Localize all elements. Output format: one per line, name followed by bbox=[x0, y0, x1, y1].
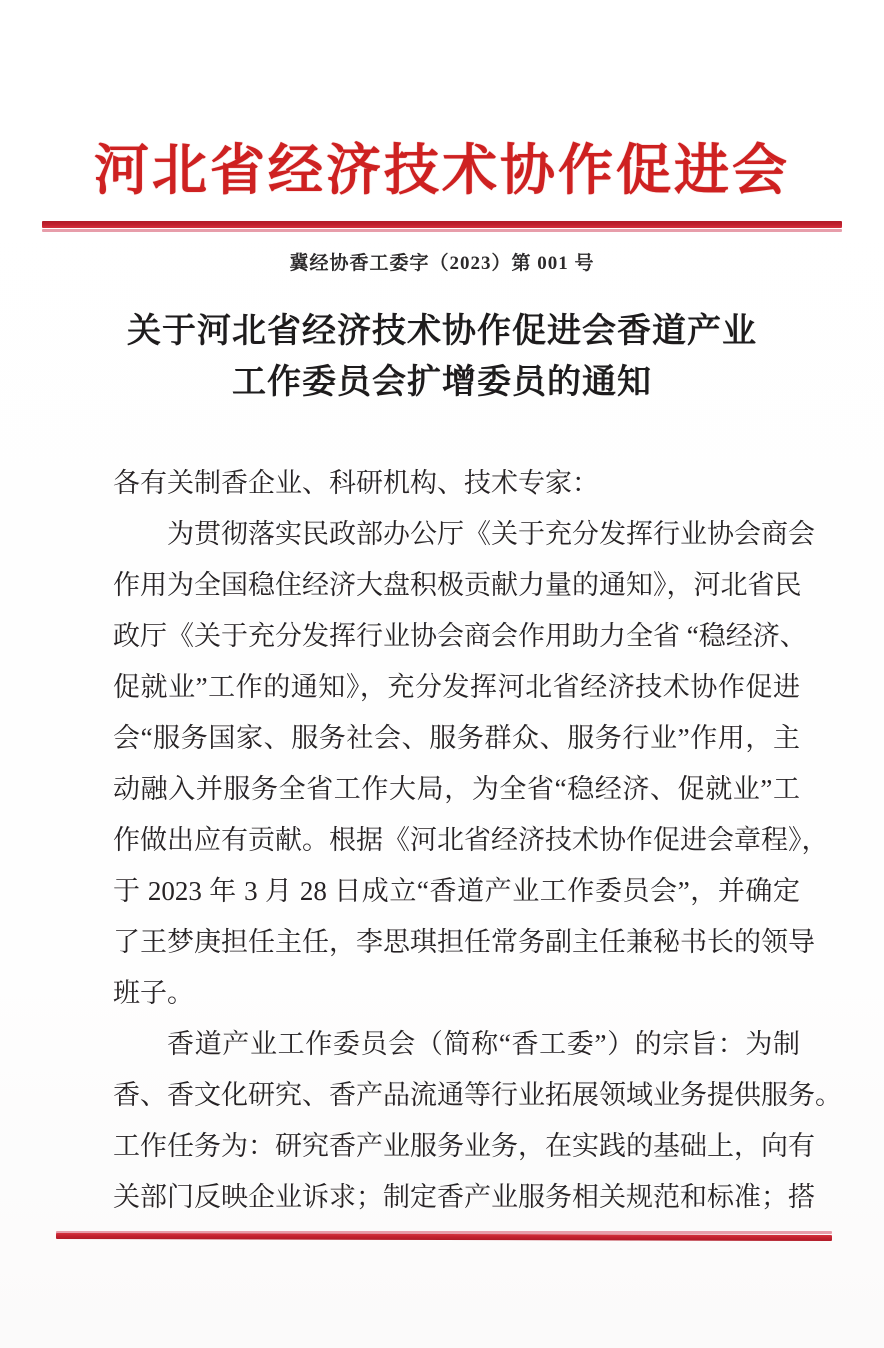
body-line: 政厅《关于充分发挥行业协会商会作用助力全省 “稳经济、 bbox=[113, 621, 807, 651]
red-divider-bottom bbox=[56, 1231, 832, 1241]
body-line: 香、香文化研究、香产品流通等行业拓展领域业务提供服务。 bbox=[113, 1080, 842, 1110]
body-line: 作用为全国稳住经济大盘积极贡献力量的通知》，河北省民 bbox=[113, 570, 802, 600]
body-line: 促就业”工作的通知》，充分发挥河北省经济技术协作促进 bbox=[113, 672, 800, 702]
body-line: 为贯彻落实民政部办公厅《关于充分发挥行业协会商会 bbox=[167, 519, 815, 549]
notice-title bbox=[0, 306, 884, 408]
notice-title-line-2: 工作委员会扩增委员的通知 bbox=[232, 363, 652, 401]
red-divider-top bbox=[42, 221, 842, 233]
red-divider-top-thin-bar bbox=[42, 229, 842, 232]
letterhead-title: 河北省经济技术协作促进会 bbox=[93, 140, 790, 201]
body-line: 关部门反映企业诉求；制定香产业服务相关规范和标准；搭 bbox=[113, 1182, 815, 1212]
body-line: 了王梦庚担任主任，李思琪担任常务副主任兼秘书长的领导 bbox=[113, 927, 815, 957]
body-line: 班子。 bbox=[113, 978, 194, 1008]
document-number: 冀经协香工委字（2023）第 001 号 bbox=[289, 253, 595, 274]
red-divider-bottom-thick-bar bbox=[56, 1233, 832, 1241]
body-line: 工作任务为：研究香产业服务业务，在实践的基础上，向有 bbox=[113, 1131, 815, 1161]
notice-body bbox=[113, 458, 842, 1223]
red-divider-top-thick-bar bbox=[42, 221, 842, 228]
body-line: 会“服务国家、服务社会、服务群众、服务行业”作用，主 bbox=[113, 723, 800, 753]
body-line: 动融入并服务全省工作大局，为全省“稳经济、促就业”工 bbox=[113, 774, 800, 804]
body-line: 香道产业工作委员会（简称“香工委”）的宗旨：为制 bbox=[167, 1029, 800, 1059]
body-line: 于 2023 年 3 月 28 日成立“香道产业工作委员会”，并确定 bbox=[113, 876, 800, 906]
notice-title-line-1: 关于河北省经济技术协作促进会香道产业 bbox=[127, 312, 757, 350]
salutation-line: 各有关制香企业、科研机构、技术专家： bbox=[113, 468, 599, 498]
body-line: 作做出应有贡献。根据《河北省经济技术协作促进会章程》， bbox=[113, 825, 829, 855]
